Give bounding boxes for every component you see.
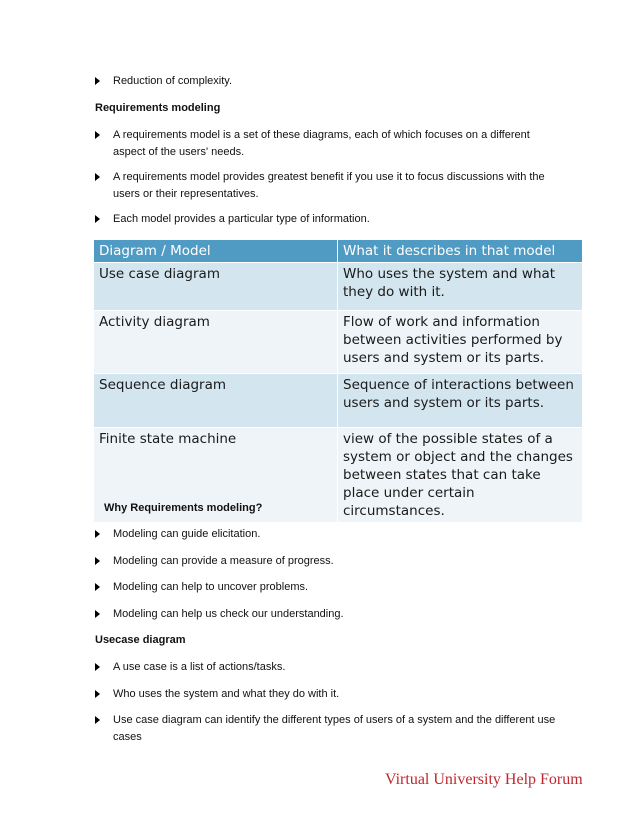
triangle-bullet-icon xyxy=(95,530,100,538)
bullet-item: A requirements model provides greatest benefit if you use it to focus discussions with the users or their representatives. xyxy=(95,169,565,203)
footer-brand-text: Virtual University Help Forum xyxy=(385,771,583,788)
triangle-bullet-icon xyxy=(95,716,100,724)
table-cell: Flow of work and information between activities performed by users and system or its parts. xyxy=(338,311,583,374)
table-cell: Sequence of interactions between users and system or its parts. xyxy=(338,374,583,428)
table-cell: Sequence diagram xyxy=(94,374,338,428)
section-heading-why-modeling: Why Requirements modeling? xyxy=(104,502,263,514)
bullet-item: A requirements model is a set of these diagrams, each of which focuses on a different aspect of the users' needs. xyxy=(95,127,565,161)
triangle-bullet-icon xyxy=(95,610,100,618)
table-cell: Who uses the system and what they do with it. xyxy=(338,263,583,311)
table-header-cell: What it describes in that model xyxy=(338,240,583,263)
triangle-bullet-icon xyxy=(95,173,100,181)
table-cell: Activity diagram xyxy=(94,311,338,374)
bullet-item: Who uses the system and what they do with it. xyxy=(95,686,565,703)
model-table xyxy=(94,240,582,523)
triangle-bullet-icon xyxy=(95,131,100,139)
triangle-bullet-icon xyxy=(95,663,100,671)
table-cell: view of the possible states of a system or object and the changes between states that can take place under certain circumstances. xyxy=(338,428,583,523)
section-heading-requirements-modeling: Requirements modeling xyxy=(95,102,221,114)
table-row xyxy=(94,263,582,311)
table-header-cell: Diagram / Model xyxy=(94,240,338,263)
table-cell: Use case diagram xyxy=(94,263,338,311)
triangle-bullet-icon xyxy=(95,77,100,85)
bullet-item: Modeling can help us check our understanding. xyxy=(95,606,565,623)
triangle-bullet-icon xyxy=(95,557,100,565)
table-row xyxy=(94,311,582,374)
triangle-bullet-icon xyxy=(95,583,100,591)
bullet-item: Use case diagram can identify the different types of users of a system and the different use cases xyxy=(95,712,565,746)
bullet-item: A use case is a list of actions/tasks. xyxy=(95,659,565,676)
table-header-row xyxy=(94,240,582,263)
bullet-item: Modeling can help to uncover problems. xyxy=(95,579,565,596)
table-row xyxy=(94,374,582,428)
bullet-item: Reduction of complexity. xyxy=(95,73,565,90)
triangle-bullet-icon xyxy=(95,215,100,223)
bullet-item: Modeling can provide a measure of progress. xyxy=(95,553,565,570)
section-heading-usecase-diagram: Usecase diagram xyxy=(95,634,186,646)
bullet-item: Modeling can guide elicitation. xyxy=(95,526,565,543)
triangle-bullet-icon xyxy=(95,690,100,698)
table-cell: Finite state machine xyxy=(94,428,338,523)
bullet-item: Each model provides a particular type of information. xyxy=(95,211,565,228)
